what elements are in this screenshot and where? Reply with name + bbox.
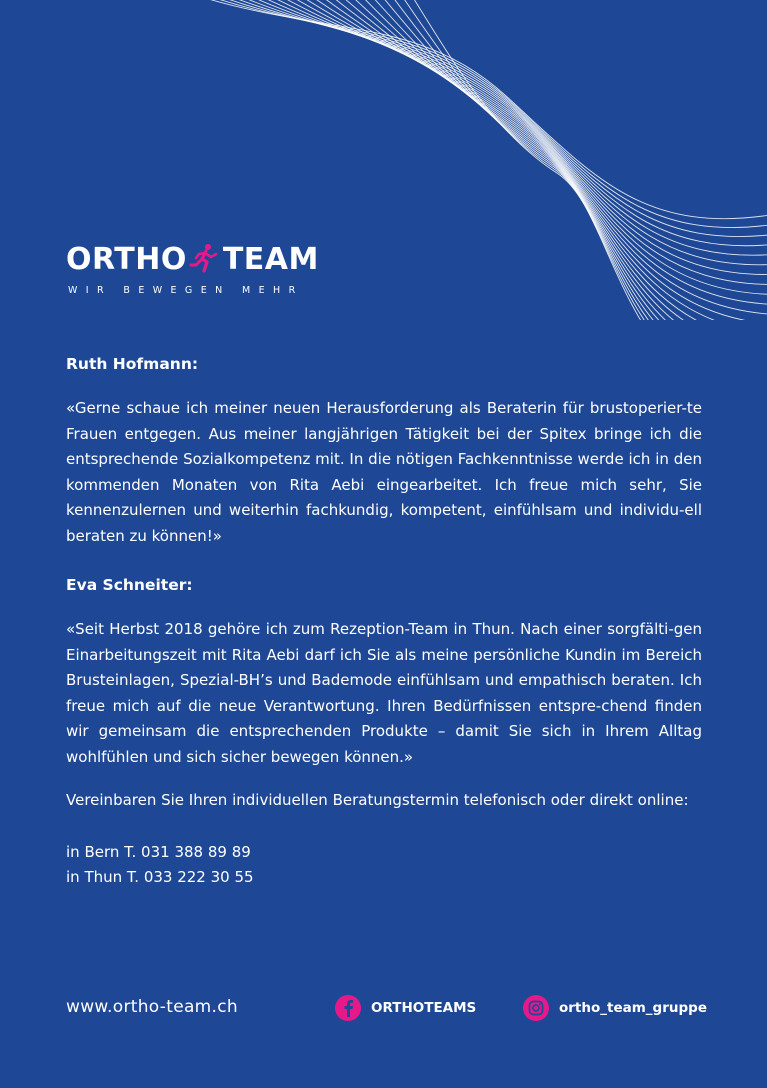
facebook-label: ORTHOTEAMS bbox=[371, 1000, 477, 1016]
phone-bern[interactable]: in Bern T. 031 388 89 89 bbox=[66, 842, 251, 861]
wave-line bbox=[245, 0, 767, 255]
person-name: Eva Schneiter: bbox=[66, 576, 193, 594]
wave-line bbox=[334, 0, 767, 320]
person-quote: «Gerne schaue ich meiner neuen Herausforderung als Beraterin für brustoperier-te Frauen entgegen. Aus meiner langjährigen Tätigkeit bei der Spitex bringe ich die entsprechende Sozialkompetenz mit. In die nötigen Fachkenntnisse werde ich in den kommenden Monaten von Rita Aebi eingearbeitet. Ich freue mich sehr, Sie kennenzulernen und weiterhin fachkundig, kompetent, einfühlsam und individu-ell beraten zu können!» bbox=[66, 399, 702, 545]
website-link[interactable]: www.ortho-team.ch bbox=[66, 997, 238, 1017]
instagram-link[interactable] bbox=[523, 995, 707, 1021]
wave-line bbox=[384, 0, 767, 320]
facebook-icon bbox=[335, 995, 361, 1021]
wave-line bbox=[413, 0, 767, 320]
logo-text-right: TEAM bbox=[222, 242, 319, 277]
main-content bbox=[66, 350, 702, 890]
wave-line bbox=[403, 0, 767, 320]
section-ruth-hofmann bbox=[66, 350, 702, 549]
footer bbox=[66, 993, 707, 1025]
person-name: Ruth Hofmann: bbox=[66, 355, 199, 373]
logo-tagline: WIR BEWEGEN MEHR bbox=[68, 285, 304, 296]
wave-line bbox=[393, 0, 767, 320]
phone-thun[interactable]: in Thun T. 033 222 30 55 bbox=[66, 867, 254, 886]
person-quote: «Seit Herbst 2018 gehöre ich zum Rezeption-Team in Thun. Nach einer sorgfälti-gen Einarbeitungszeit mit Rita Aebi darf ich Sie als meine persönliche Kundin im Bereich Brusteinlagen, Spezial-BH’s und Bademode einfühlsam und empathisch beraten. Ich freue mich auf die neue Verantwortung. Ihren Bedürfnissen entspre-chend finden wir gemeinsam die entsprechenden Produkte – damit Sie sich in Ihrem Alltag wohlfühlen und sich sicher bewegen können.» bbox=[66, 620, 702, 766]
runner-icon bbox=[187, 243, 223, 273]
instagram-icon bbox=[523, 995, 549, 1021]
facebook-link[interactable] bbox=[335, 995, 476, 1021]
logo-wordmark bbox=[66, 242, 319, 277]
phone-list bbox=[66, 840, 702, 890]
appointment-cta: Vereinbaren Sie Ihren individuellen Beratungstermin telefonisch oder direkt online: bbox=[66, 791, 689, 809]
wave-line bbox=[374, 0, 767, 320]
instagram-label: ortho_team_gruppe bbox=[559, 1000, 707, 1016]
logo-text-left: ORTHO bbox=[66, 242, 187, 277]
ortho-team-logo bbox=[66, 232, 319, 302]
section-eva-schneiter bbox=[66, 571, 702, 770]
